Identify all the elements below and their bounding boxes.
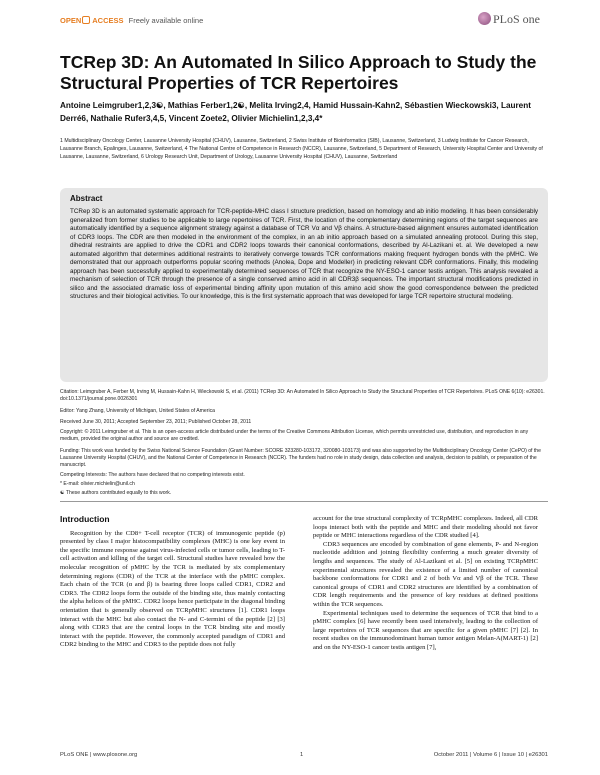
right-column	[313, 515, 538, 653]
open-lock-icon	[82, 16, 90, 24]
abstract-text: TCRep 3D is an automated systematic approach for TCR-peptide-MHC class I structure prediction, based on homology and ab initio modeling. It has been considerably generalized from former studies to be applicable to large repertoires of TCR. First, the location of the complementary determining regions of the target sequences are automatically identified by a sequence alignment strategy against a database of TCR Vα and Vβ chains. A structure-based alignment ensures automated identification of CDR3 loops. The CDR are then modeled in the environment of the complex, in an ab initio approach based on a simulated annealing protocol. During this step, dihedral restraints are applied to drive the CDR1 and CDR2 loops towards their canonical conformations, described by Al-Lazikani et. al. We developed a new automated algorithm that determines additional restraints to iteratively converge towards TCR conformations making frequent hydrogen bonds with the pMHC. We demonstrated that our approach outperforms popular scoring methods (Anolea, Dope and Modeller) in predicting relevant CDR conformations. Finally, this modeling approach has been successfully applied to experimentally determined sequences of TCR that recognize the NY-ESO-1 cancer testis antigen. This analysis revealed a mechanism of selection of TCR through the presence of a single conserved amino acid in all CDR3β sequences. The important structural modifications predicted in silico and the associated dramatic loss of experimental binding affinity upon mutation of this amino acid show the good correspondence between the predicted structures and their biological activities. To our knowledge, this is the first systematic approach that was developed for large TCR repertoire structural modeling.	[70, 208, 538, 301]
page-number: 1	[300, 752, 304, 758]
journal-logo	[478, 12, 540, 27]
introduction-heading: Introduction	[60, 514, 110, 524]
footer-journal[interactable]: PLoS ONE | www.plosone.org	[60, 752, 138, 758]
freely-available-label: Freely available online	[128, 16, 204, 25]
corresponding-email[interactable]: * E-mail: olivier.michielin@unil.ch	[60, 481, 135, 487]
equal-contribution-note: ☯ These authors contributed equally to this work.	[60, 490, 172, 496]
funding: Funding: This work was funded by the Swiss National Science Foundation (Grant Number: SCORE 323280-103172, 320080-103173) and was also supported by the Multidisciplinary Oncology Center (CePO) of the Lausanne University Hospital (CHUV), and the National Center of Competence in Research (NCCR). The funders had no role in study design, data collection and analysis, decision to publish, or preparation of the manuscript.	[60, 448, 541, 468]
affiliations: 1 Multidisciplinary Oncology Center, Lausanne University Hospital (CHUV), Lausanne, Switzerland, 2 Swiss Institute of Bioinformatics (SIB), Lausanne, Switzerland, 3 Ludwig Institute for Cancer Research, Lausanne Branch, Epalinges, Lausanne, Switzerland, 4 The National Centre of Competence in Research (NCCR), Lausanne, Switzerland, 5 Department of Research, University Hospital Center and University of Lausanne, Lausanne, Switzerland, 6 Urology Research Unit, Department of Urology, Lausanne University Hospital (CHUV), Lausanne, Switzerland	[60, 138, 543, 160]
intro-paragraph-4: Experimental techniques used to determine the sequences of TCR that bind to a pMHC complex [6] have recently been used intensively, leading to the collection of large repertoires of TCR sequences that are specific for a given pMHC [7] [2]. In recent studies on the immunodominant human tumor antigen Melan-A(MART-1) [2] and on the NY-ESO-1 cancer testis antigen [7],	[313, 609, 538, 651]
abstract-heading: Abstract	[70, 194, 103, 203]
competing-interests: Competing Interests: The authors have declared that no competing interests exist.	[60, 472, 245, 478]
plos-logo-icon	[478, 12, 491, 25]
journal-header	[60, 10, 540, 32]
citation: Citation: Leimgruber A, Ferber M, Irving M, Hussain-Kahn H, Wieckowski S, et al. (2011) TCRep 3D: An Automated In Silico Approach to Study the Structural Properties of TCR Repertoires. PLoS ONE 6(10): e26301. doi:10.1371/journal.pone.0026301	[60, 389, 545, 402]
open-access-badge: OPEN ACCESS Freely available online	[60, 16, 204, 25]
intro-paragraph-1: Recognition by the CD8+ T-cell receptor (TCR) of immunogenic peptide (p) presented by class I major histocompatibility complexes (MHC) is one key event in the specific immune response against virus-infected cells or tumor cells, leading to T-cell activation and killing of the target cell. Structural studies have revealed how the molecular recognition of pMHC by the TCR is mediated by six complementary determining regions (CDR) of the TCR at the interface with the pMHC complex. Each chain of the TCR (α and β) is bearing three loops called CDR1, CDR2 and CDR3. The CDR2 loops form the outside of the binding site, thus mainly contacting the alpha helices of the pMHC. CDR2 loops hence participate in the diagonal binding orientation that is generally observed on TCRpMHC structures [1]. CDR1 loops interact with the MHC but also contact the N- and C-termini of the peptide [2] [3] along with CDR3 that are the central loops in the TCR binding site and mostly interact with the peptide. However, the commonly accepted paradigm of CDR1 and CDR2 binding to the MHC and CDR3 to the peptide does not fully	[60, 529, 285, 649]
copyright: Copyright: © 2011 Leimgruber et al. This is an open-access article distributed under the terms of the Creative Commons Attribution License, which permits unrestricted use, distribution, and reproduction in any medium, provided the original author and source are credited.	[60, 429, 529, 442]
left-column	[60, 515, 285, 650]
intro-paragraph-3: CDR3 sequences are encoded by combination of gene elements, P- and N-region nucleotide addition and joining flexibility conferring a much greater diversity of lengths and sequences. The study of Al-Lazikani et al. [5] on existing TCRpMHC experimental structures revealed the existence of a limited number of canonical backbone conformations for CDR1 and 2 of both Vα and Vβ of the TCR. These canonical groups of CDR1 and CDR2 structures are identified by a combination of CDR length requirements and the presence of key residues at defined positions within the TCR sequences.	[313, 540, 538, 608]
journal-logo-text: PLoS one	[492, 12, 540, 26]
divider	[60, 501, 548, 502]
abstract-box	[60, 188, 548, 382]
author-list: Antoine Leimgruber1,2,3☯, Mathias Ferber1,2☯, Melita Irving2,4, Hamid Hussain-Kahn2, Sébastien Wieckowski3, Laurent Derré6, Nathalie Rufer3,4,5, Vincent Zoete2, Olivier Michielin1,2,3,4*	[60, 101, 531, 123]
editor: Editor: Yang Zhang, University of Michigan, United States of America	[60, 408, 215, 414]
dates: Received June 30, 2011; Accepted September 23, 2011; Published October 28, 2011	[60, 419, 252, 425]
article-title: TCRep 3D: An Automated In Silico Approach to Study the Structural Properties of TCR Repertoires	[60, 52, 537, 93]
footer-issue: October 2011 | Volume 6 | Issue 10 | e26301	[433, 752, 548, 758]
intro-paragraph-2: account for the true structural complexity of TCRpMHC complexes. Indeed, all CDR loops interact both with the peptide and MHC and their modeling should not favor peptide or MHC interactions regardless of the CDR studied [4].	[313, 515, 538, 540]
